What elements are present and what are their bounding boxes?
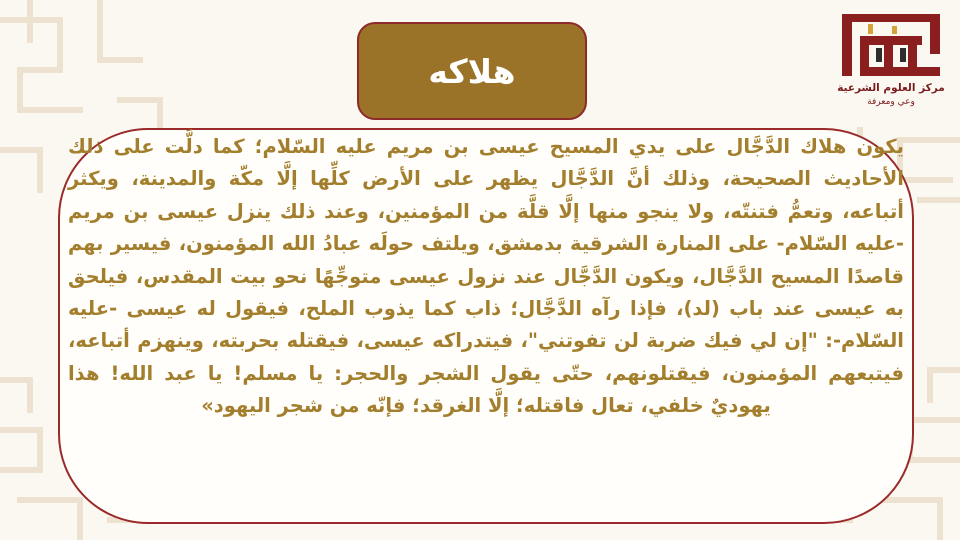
slide-title: هلاكه — [428, 51, 516, 91]
title-banner — [357, 22, 587, 120]
ihkam-logo — [826, 4, 956, 112]
logo-tagline: وعي ومعرفة — [867, 97, 915, 107]
body-paragraph: يكون هلاك الدَّجَّال على يدي المسيح عيسى بن مريم عليه السّلام؛ كما دلَّت على ذلك الأحاديث الصحيحة، وذلك أنَّ الدَّجَّال يظهر على الأرض كلِّها إلَّا مكّة والمدينة، ويكثر أتباعه، وتعمُّ فتنتّه، ولا ينجو منها إلَّا قلَّة من المؤمنين، وعند ذلك ينزل عيسى بن مريم -عليه السّلام- على المنارة الشرقية بدمشق، ويلتف حولَه عبادُ الله المؤمنون، فيسير بهم قاصدًا المسيح الدَّجَّال، ويكون الدَّجَّال عند نزول عيسى متوجِّهًا نحو بيت المقدس، فيلحق به عيسى عند باب (لد)، فإذا رآه الدَّجَّال؛ ذاب كما يذوب الملح، فيقول له عيسى -عليه السّلام-: "إن لي فيك ضربة لن تفوتني"، فيتدراكه عيسى، فيقتله بحربته، وينهزم أتباعه، فيتبعهم المؤمنون، فيقتلونهم، حتّى يقول الشجر والحجر: يا مسلم! يا عبد الله! هذا يهوديٌ خلفي، تعال فاقتله؛ إلَّا الغرقد؛ فإنّه من شجر اليهود» — [68, 135, 904, 418]
ihkam-logo-icon — [838, 6, 944, 78]
logo-title: مركز العلوم الشرعية — [837, 82, 945, 94]
